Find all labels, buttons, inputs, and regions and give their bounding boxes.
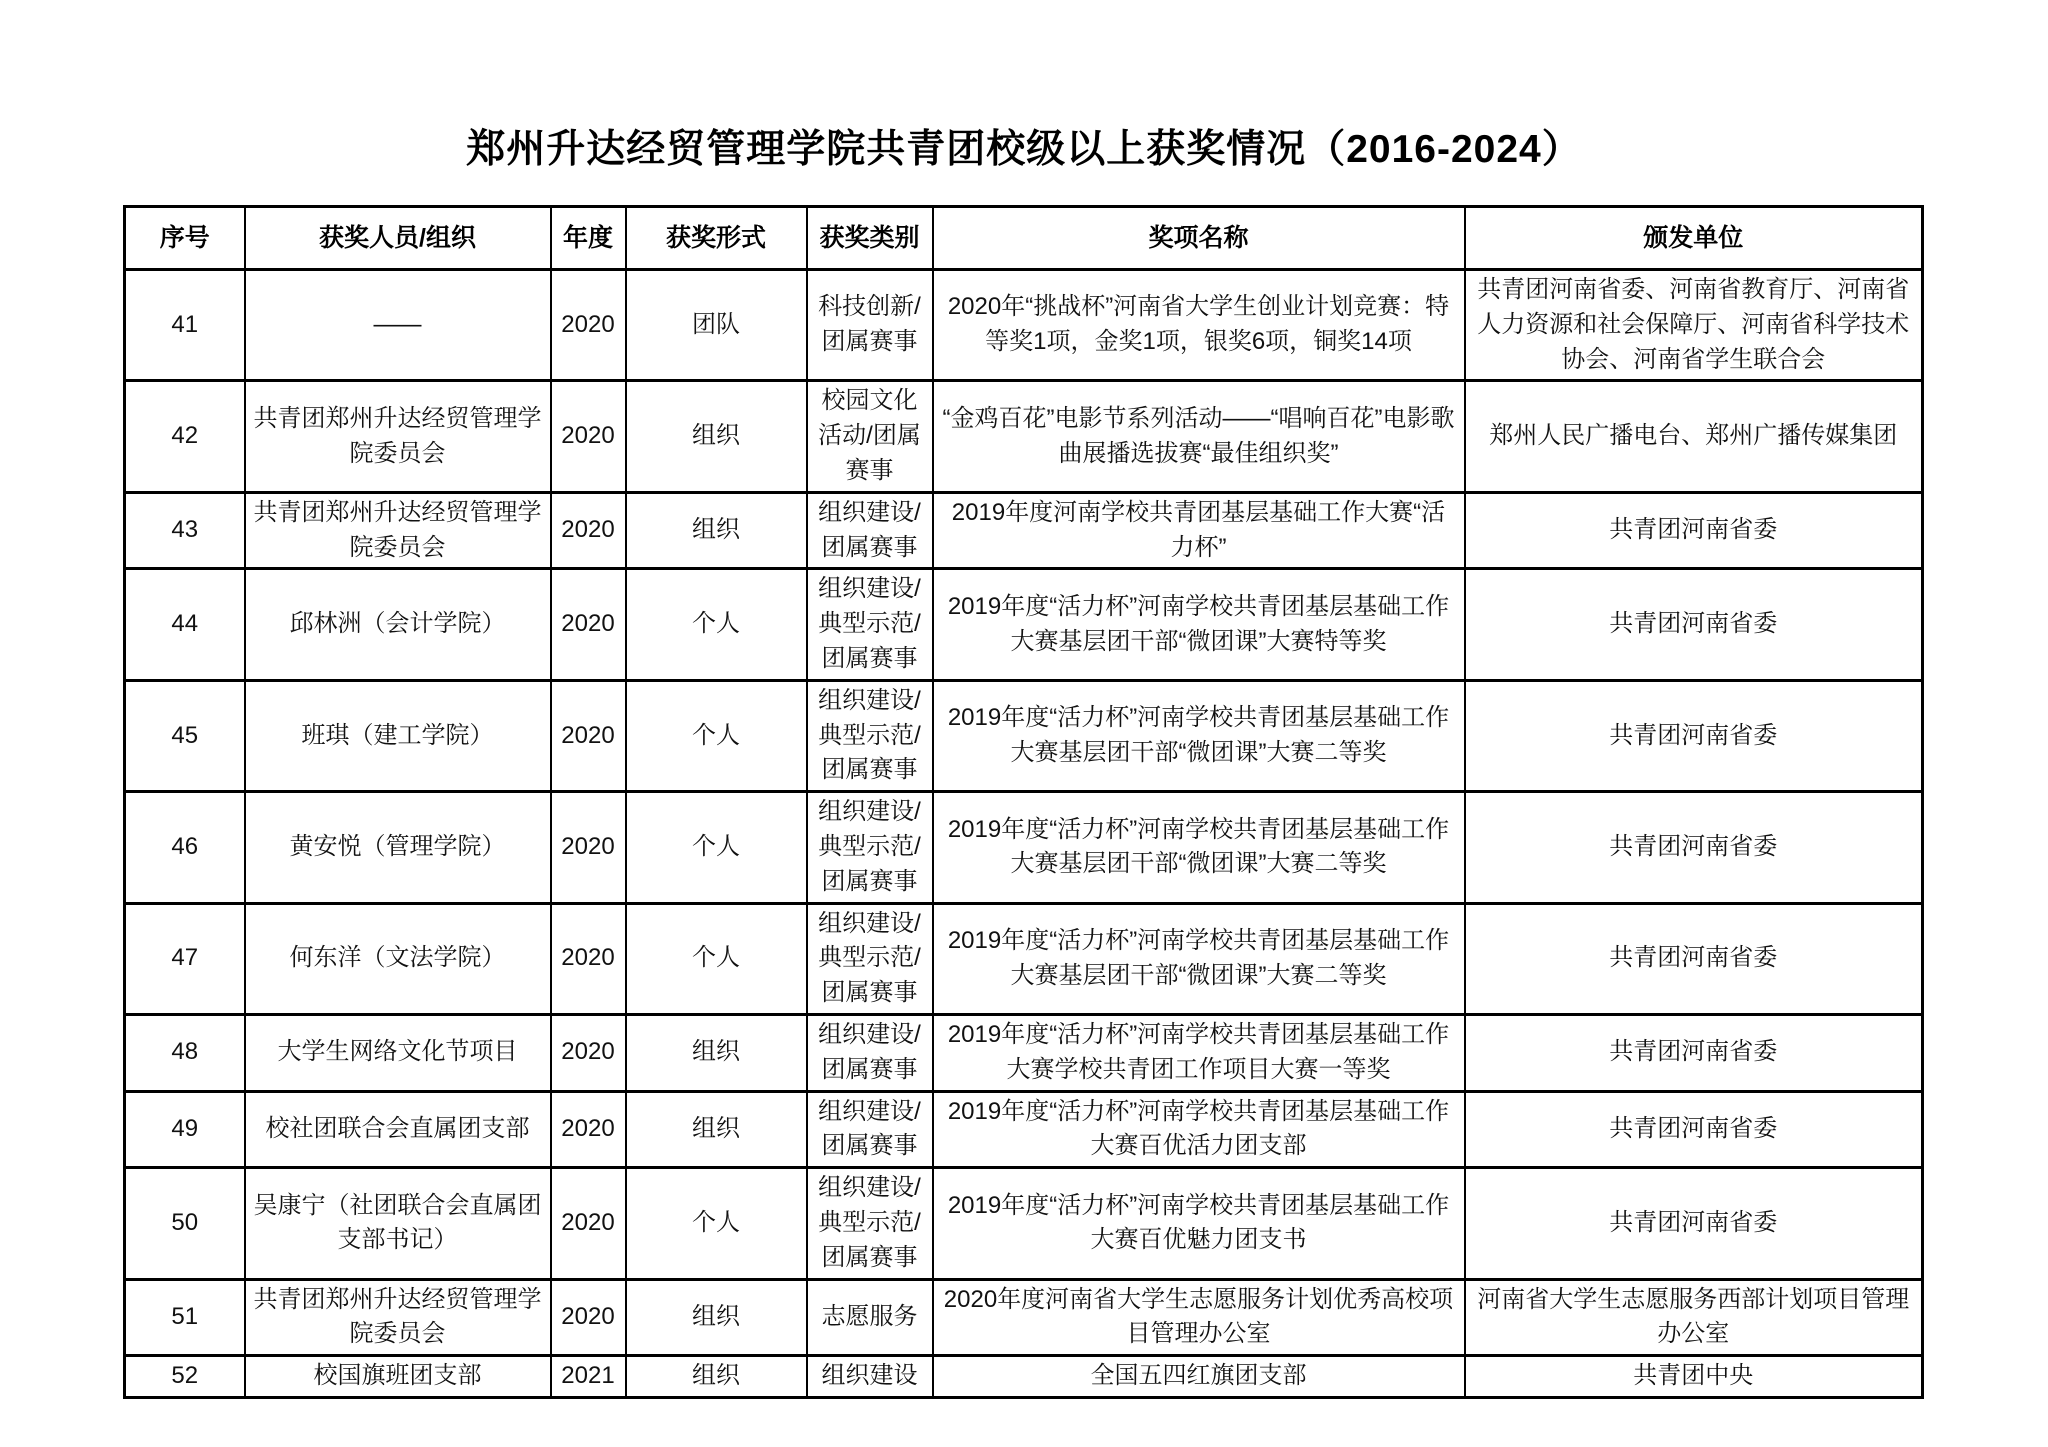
- cell-index: 41: [125, 270, 245, 381]
- page-title: 郑州升达经贸管理学院共青团校级以上获奖情况（2016-2024）: [466, 128, 1582, 171]
- cell-form: 组织: [626, 1356, 807, 1398]
- cell-form: 组织: [626, 1279, 807, 1356]
- cell-category: 组织建设/典型示范/团属赛事: [807, 1168, 933, 1279]
- column-header-award: 奖项名称: [933, 207, 1465, 270]
- cell-award: 2019年度“活力杯”河南学校共青团基层基础工作大赛基层团干部“微团课”大赛特等奖: [933, 569, 1465, 680]
- cell-category: 组织建设/典型示范/团属赛事: [807, 792, 933, 903]
- cell-issuer: 共青团河南省委: [1465, 1014, 1923, 1091]
- cell-form: 个人: [626, 569, 807, 680]
- awards-table: [123, 205, 1924, 1399]
- cell-award: 2020年“挑战杯”河南省大学生创业计划竞赛：特等奖1项，金奖1项，银奖6项，铜奖14项: [933, 270, 1465, 381]
- cell-award: 全国五四红旗团支部: [933, 1356, 1465, 1398]
- cell-category: 校园文化活动/团属赛事: [807, 381, 933, 492]
- cell-category: 组织建设/团属赛事: [807, 492, 933, 569]
- cell-issuer: 共青团河南省委: [1465, 903, 1923, 1014]
- table-row: [125, 1279, 1923, 1356]
- cell-form: 组织: [626, 492, 807, 569]
- cell-recipient: 吴康宁（社团联合会直属团支部书记）: [245, 1168, 551, 1279]
- cell-category: 组织建设: [807, 1356, 933, 1398]
- column-header-form: 获奖形式: [626, 207, 807, 270]
- table-row: [125, 569, 1923, 680]
- column-header-issuer: 颁发单位: [1465, 207, 1923, 270]
- cell-issuer: 共青团中央: [1465, 1356, 1923, 1398]
- cell-category: 科技创新/团属赛事: [807, 270, 933, 381]
- cell-recipient: 班琪（建工学院）: [245, 680, 551, 791]
- cell-form: 个人: [626, 680, 807, 791]
- cell-year: 2020: [551, 680, 626, 791]
- table-row: [125, 792, 1923, 903]
- cell-year: 2020: [551, 492, 626, 569]
- table-row: [125, 1014, 1923, 1091]
- cell-index: 42: [125, 381, 245, 492]
- cell-index: 46: [125, 792, 245, 903]
- cell-recipient: 校社团联合会直属团支部: [245, 1091, 551, 1168]
- cell-index: 43: [125, 492, 245, 569]
- cell-index: 51: [125, 1279, 245, 1356]
- cell-issuer: 河南省大学生志愿服务西部计划项目管理办公室: [1465, 1279, 1923, 1356]
- cell-award: 2019年度“活力杯”河南学校共青团基层基础工作大赛基层团干部“微团课”大赛二等奖: [933, 903, 1465, 1014]
- table-row: [125, 270, 1923, 381]
- column-header-recipient: 获奖人员/组织: [245, 207, 551, 270]
- cell-award: 2019年度“活力杯”河南学校共青团基层基础工作大赛百优活力团支部: [933, 1091, 1465, 1168]
- cell-year: 2020: [551, 903, 626, 1014]
- table-row: [125, 903, 1923, 1014]
- cell-category: 组织建设/团属赛事: [807, 1014, 933, 1091]
- cell-award: 2019年度“活力杯”河南学校共青团基层基础工作大赛基层团干部“微团课”大赛二等奖: [933, 680, 1465, 791]
- cell-year: 2020: [551, 569, 626, 680]
- cell-category: 组织建设/典型示范/团属赛事: [807, 903, 933, 1014]
- table-row: [125, 1091, 1923, 1168]
- table-row: [125, 1168, 1923, 1279]
- cell-award: 2019年度“活力杯”河南学校共青团基层基础工作大赛百优魅力团支书: [933, 1168, 1465, 1279]
- cell-recipient: 校国旗班团支部: [245, 1356, 551, 1398]
- cell-index: 47: [125, 903, 245, 1014]
- cell-recipient: 共青团郑州升达经贸管理学院委员会: [245, 1279, 551, 1356]
- cell-form: 组织: [626, 381, 807, 492]
- column-header-index: 序号: [125, 207, 245, 270]
- cell-index: 50: [125, 1168, 245, 1279]
- table-body: [125, 270, 1923, 1398]
- cell-form: 组织: [626, 1014, 807, 1091]
- cell-year: 2020: [551, 381, 626, 492]
- column-header-category: 获奖类别: [807, 207, 933, 270]
- cell-award: “金鸡百花”电影节系列活动——“唱响百花”电影歌曲展播选拔赛“最佳组织奖”: [933, 381, 1465, 492]
- cell-recipient: 邱林洲（会计学院）: [245, 569, 551, 680]
- cell-index: 48: [125, 1014, 245, 1091]
- cell-issuer: 共青团河南省委、河南省教育厅、河南省人力资源和社会保障厅、河南省科学技术协会、河南省学生联合会: [1465, 270, 1923, 381]
- table-row: [125, 1356, 1923, 1398]
- cell-form: 个人: [626, 792, 807, 903]
- cell-form: 组织: [626, 1091, 807, 1168]
- cell-award: 2019年度河南学校共青团基层基础工作大赛“活力杯”: [933, 492, 1465, 569]
- cell-form: 个人: [626, 903, 807, 1014]
- header-row: [125, 207, 1923, 270]
- cell-year: 2020: [551, 1014, 626, 1091]
- cell-award: 2019年度“活力杯”河南学校共青团基层基础工作大赛学校共青团工作项目大赛一等奖: [933, 1014, 1465, 1091]
- cell-index: 52: [125, 1356, 245, 1398]
- cell-issuer: 共青团河南省委: [1465, 1168, 1923, 1279]
- cell-category: 志愿服务: [807, 1279, 933, 1356]
- cell-year: 2020: [551, 1279, 626, 1356]
- cell-year: 2021: [551, 1356, 626, 1398]
- cell-recipient: 黄安悦（管理学院）: [245, 792, 551, 903]
- cell-year: 2020: [551, 792, 626, 903]
- table-row: [125, 381, 1923, 492]
- cell-award: 2020年度河南省大学生志愿服务计划优秀高校项目管理办公室: [933, 1279, 1465, 1356]
- cell-issuer: 共青团河南省委: [1465, 792, 1923, 903]
- cell-award: 2019年度“活力杯”河南学校共青团基层基础工作大赛基层团干部“微团课”大赛二等奖: [933, 792, 1465, 903]
- cell-recipient: 何东洋（文法学院）: [245, 903, 551, 1014]
- cell-year: 2020: [551, 1168, 626, 1279]
- cell-year: 2020: [551, 270, 626, 381]
- cell-issuer: 共青团河南省委: [1465, 569, 1923, 680]
- cell-form: 团队: [626, 270, 807, 381]
- cell-index: 45: [125, 680, 245, 791]
- cell-recipient: 共青团郑州升达经贸管理学院委员会: [245, 492, 551, 569]
- cell-recipient: 共青团郑州升达经贸管理学院委员会: [245, 381, 551, 492]
- cell-issuer: 共青团河南省委: [1465, 1091, 1923, 1168]
- column-header-year: 年度: [551, 207, 626, 270]
- cell-category: 组织建设/典型示范/团属赛事: [807, 680, 933, 791]
- cell-recipient: ——: [245, 270, 551, 381]
- cell-year: 2020: [551, 1091, 626, 1168]
- cell-category: 组织建设/团属赛事: [807, 1091, 933, 1168]
- cell-issuer: 共青团河南省委: [1465, 492, 1923, 569]
- cell-issuer: 共青团河南省委: [1465, 680, 1923, 791]
- cell-issuer: 郑州人民广播电台、郑州广播传媒集团: [1465, 381, 1923, 492]
- cell-category: 组织建设/典型示范/团属赛事: [807, 569, 933, 680]
- cell-index: 49: [125, 1091, 245, 1168]
- cell-recipient: 大学生网络文化节项目: [245, 1014, 551, 1091]
- table-row: [125, 492, 1923, 569]
- table-row: [125, 680, 1923, 791]
- cell-index: 44: [125, 569, 245, 680]
- cell-form: 个人: [626, 1168, 807, 1279]
